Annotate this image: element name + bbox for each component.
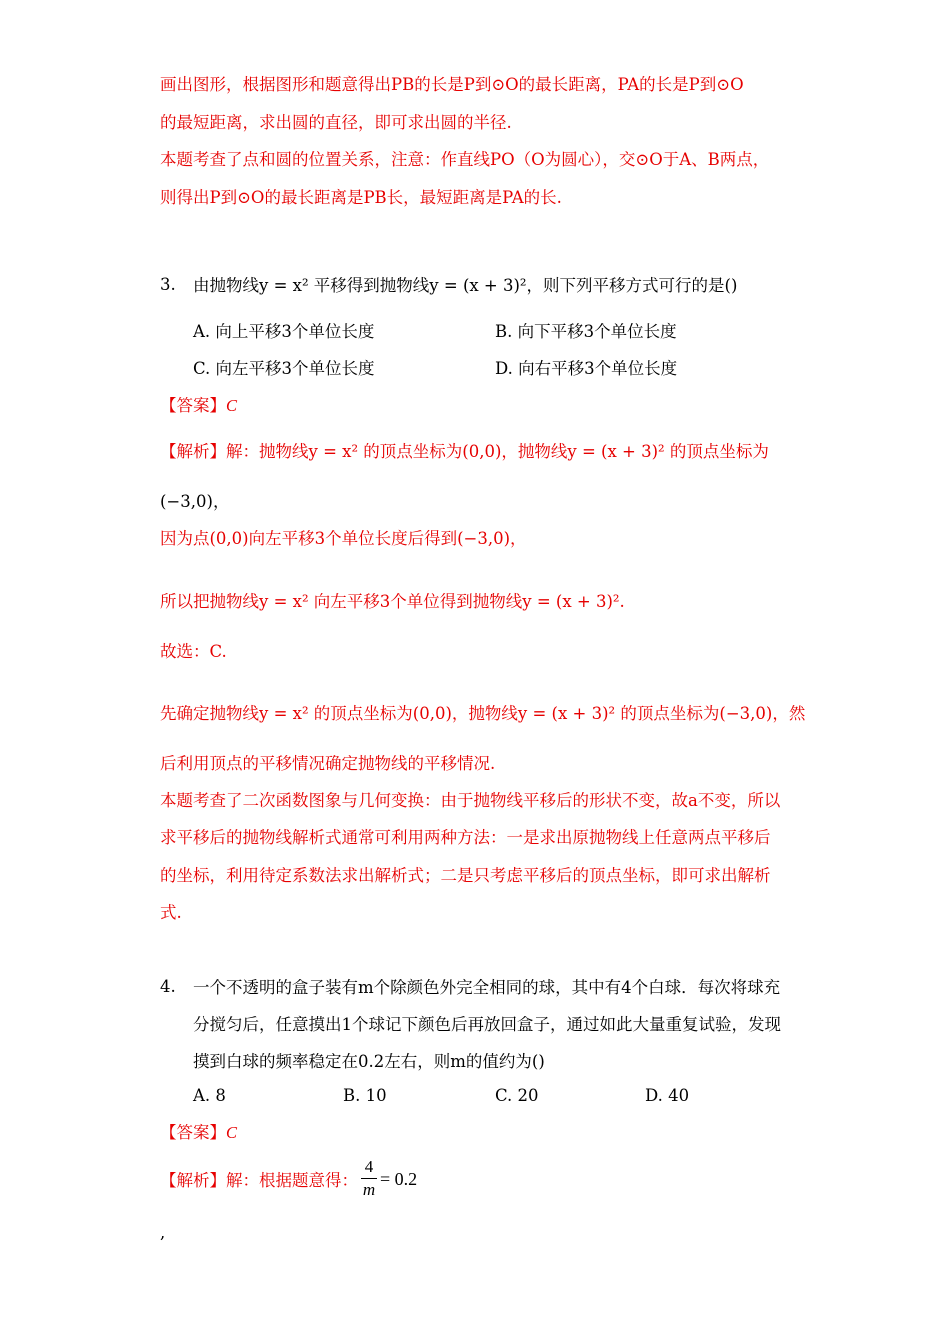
answer-value: C (226, 396, 238, 415)
question-3-analysis-line-1 (160, 441, 769, 463)
option-label: A. (193, 322, 211, 341)
option-text: 20 (517, 1086, 539, 1105)
option-text: 40 (668, 1086, 690, 1105)
question-3-comment-line-6: 式. (160, 903, 182, 922)
question-3-number: 3. (160, 275, 176, 294)
option-text: 向上平移3个单位长度 (215, 322, 375, 341)
option-label: C. (193, 359, 211, 378)
top-explanation-line-2: 的最短距离，求出圆的直径，即可求出圆的半径. (160, 113, 512, 132)
option-label: D. (645, 1086, 663, 1105)
question-4-stem-line-2: 分搅匀后，任意摸出1个球记下颜色后再放回盒子，通过如此大量重复试验，发现 (193, 1015, 781, 1034)
option-text: 向左平移3个单位长度 (215, 359, 375, 378)
question-4-option-a (193, 1085, 226, 1107)
answer-value: C (226, 1123, 238, 1142)
fraction-equals-value: = 0.2 (380, 1169, 418, 1189)
option-text: 向下平移3个单位长度 (517, 322, 677, 341)
option-label: B. (495, 322, 513, 341)
question-3-comment-line-4: 求平移后的抛物线解析式通常可利用两种方法：一是求出原抛物线上任意两点平移后 (160, 828, 771, 847)
question-3-option-d (495, 358, 677, 380)
question-4-answer (160, 1122, 237, 1144)
analysis-text: 解：根据题意得： (226, 1171, 358, 1190)
option-label: A. (193, 1086, 211, 1105)
question-3-stem: 由抛物线y = x² 平移得到抛物线y = (x + 3)²，则下列平移方式可行的是() (193, 276, 738, 295)
analysis-tag: 【解析】 (160, 1171, 226, 1190)
option-text: 8 (215, 1086, 226, 1105)
answer-tag: 【答案】 (160, 396, 226, 415)
option-label: B. (343, 1086, 361, 1105)
fraction-numerator: 4 (364, 1157, 374, 1176)
trailing-comma: , (160, 1223, 166, 1242)
analysis-tag: 【解析】 (160, 442, 226, 461)
question-4-option-b (343, 1085, 387, 1107)
question-3-comment-line-3: 本题考查了二次函数图象与几何变换：由于抛物线平移后的形状不变，故a不变，所以 (160, 791, 781, 810)
top-explanation-line-4: 则得出P到⊙O的最长距离是PB长，最短距离是PA的长. (160, 188, 562, 207)
fraction-bar (361, 1178, 377, 1179)
question-4-analysis-line-1 (160, 1170, 358, 1192)
question-3-analysis-line-3: 因为点(0,0)向左平移3个单位长度后得到(−3,0)， (160, 529, 527, 548)
question-3-option-b (495, 321, 677, 343)
question-3-analysis-line-5: 故选：C. (160, 642, 227, 661)
question-3-option-c (193, 358, 375, 380)
fraction-denominator: m (362, 1180, 376, 1199)
top-explanation-line-3: 本题考查了点和圆的位置关系，注意：作直线PO（O为圆心），交⊙O于A、B两点， (160, 150, 770, 169)
option-text: 向右平移3个单位长度 (518, 359, 678, 378)
question-4-stem-line-1: 一个不透明的盒子装有m个除颜色外完全相同的球，其中有4个白球．每次将球充 (193, 978, 781, 997)
answer-tag: 【答案】 (160, 1123, 226, 1142)
question-3-answer (160, 395, 237, 417)
option-label: D. (495, 359, 513, 378)
question-3-option-a (193, 321, 374, 343)
question-3-comment-line-5: 的坐标，利用待定系数法求出解析式；二是只考虑平移后的顶点坐标，即可求出解析 (160, 866, 771, 885)
question-3-analysis-line-2: (−3,0)， (160, 492, 230, 511)
question-3-analysis-line-4: 所以把抛物线y = x² 向左平移3个单位得到抛物线y = (x + 3)². (160, 592, 625, 611)
question-3-comment-line-2: 后利用顶点的平移情况确定抛物线的平移情况. (160, 754, 496, 773)
fraction-4-over-m (361, 1157, 377, 1200)
option-label: C. (495, 1086, 513, 1105)
top-explanation-line-1: 画出图形，根据图形和题意得出PB的长是P到⊙O的最长距离，PA的长是P到⊙O (160, 75, 744, 94)
option-text: 10 (365, 1086, 387, 1105)
question-4-number: 4. (160, 977, 176, 996)
analysis-text: 解：抛物线y = x² 的顶点坐标为(0,0)，抛物线y = (x + 3)² 的顶点坐标为 (226, 442, 769, 461)
question-4-option-c (495, 1085, 539, 1107)
question-3-comment-line-1: 先确定抛物线y = x² 的顶点坐标为(0,0)，抛物线y = (x + 3)² 的顶点坐标为(−3,0)，然 (160, 704, 806, 723)
question-4-option-d (645, 1085, 689, 1107)
question-4-stem-line-3: 摸到白球的频率稳定在0.2左右，则m的值约为() (193, 1052, 545, 1071)
